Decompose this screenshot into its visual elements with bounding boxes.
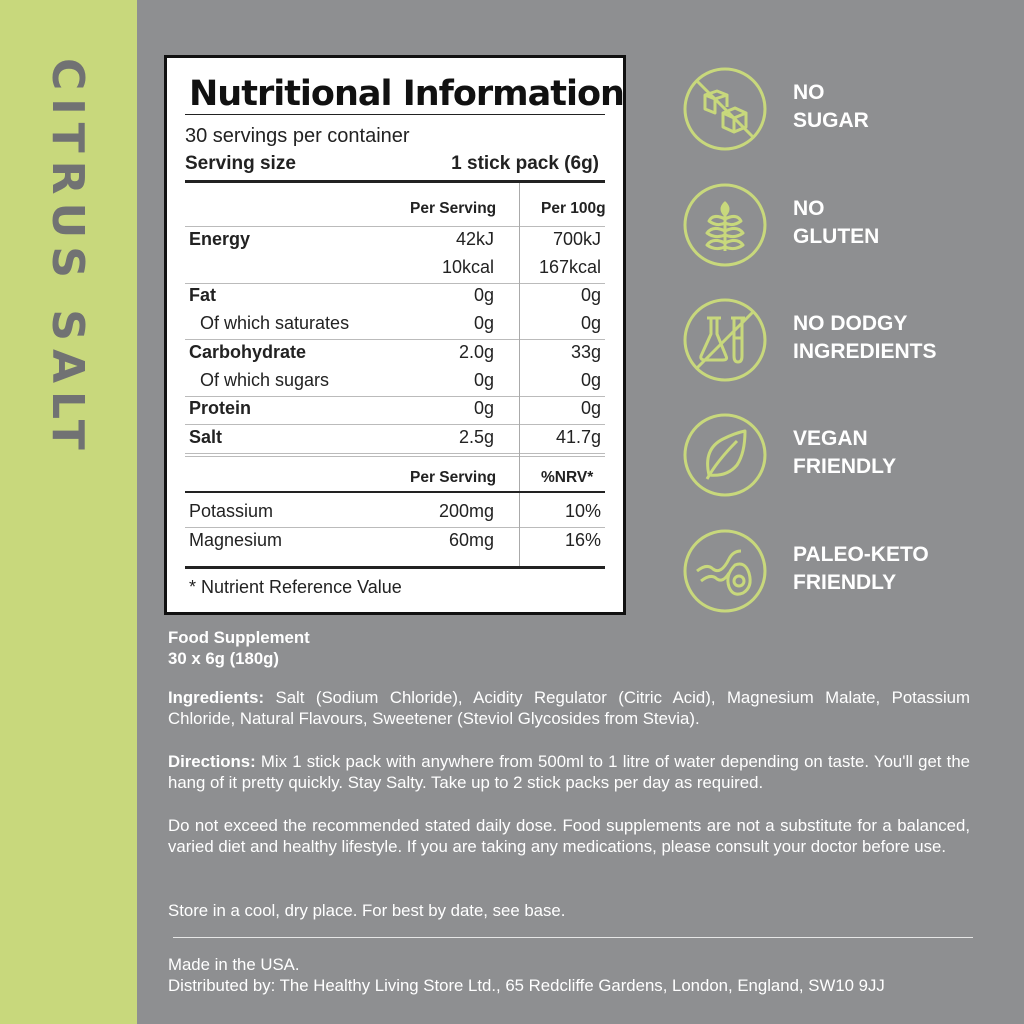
nutrition-panel xyxy=(164,55,626,615)
mineral-per-serving: 60mg xyxy=(448,530,494,550)
col-per-100g: Per 100g xyxy=(541,200,606,217)
sugar-cubes-crossed-icon xyxy=(683,67,767,151)
mineral-nrv: 16% xyxy=(564,530,601,550)
divider xyxy=(185,491,605,493)
nutrient-per-serving: 0g xyxy=(473,370,494,390)
divider xyxy=(173,937,973,938)
nutrient-per-serving: 0g xyxy=(473,398,494,418)
thick-divider xyxy=(185,566,605,569)
directions-block xyxy=(168,751,970,793)
col-per-serving: Per Serving xyxy=(410,200,497,217)
badge-no-dodgy-ingredients: NO DODGY INGREDIENTS xyxy=(793,312,937,363)
servings-per-container: 30 servings per container xyxy=(185,125,410,147)
column-divider xyxy=(519,183,520,226)
nutrient-per-serving: 2.0g xyxy=(458,342,494,362)
mineral-label: Potassium xyxy=(189,501,274,521)
storage-text: Store in a cool, dry place. For best by date, see base. xyxy=(168,901,566,920)
nutrient-per-serving: 0g xyxy=(473,313,494,333)
nutrient-per-serving: 42kJ xyxy=(455,229,494,249)
badge-paleo-keto-friendly: PALEO-KETO FRIENDLY xyxy=(793,543,929,594)
badge-no-sugar: NO SUGAR xyxy=(793,81,869,132)
badge-vegan-friendly: VEGAN FRIENDLY xyxy=(793,427,897,478)
nutrient-label: Energy xyxy=(189,229,251,249)
food-supplement: Food Supplement xyxy=(168,628,310,647)
nutrient-per-100g: 0g xyxy=(580,370,601,390)
nutrient-label: Of which sugars xyxy=(200,370,330,390)
product-name: CITRUS SALT xyxy=(42,58,93,458)
nutrient-per-100g: 33g xyxy=(570,342,601,362)
nutrient-label: Carbohydrate xyxy=(189,342,307,362)
side-band xyxy=(0,0,137,1024)
row-divider xyxy=(185,453,605,454)
mineral-per-serving: 200mg xyxy=(438,501,494,521)
mineral-nrv: 10% xyxy=(564,501,601,521)
column-divider xyxy=(519,226,520,456)
supplement-block xyxy=(168,627,970,669)
nutrient-per-100g: 0g xyxy=(580,285,601,305)
divider xyxy=(185,226,605,227)
wheat-icon xyxy=(683,183,767,267)
nutrient-per-100g: 167kcal xyxy=(538,257,601,277)
col2-nrv: %NRV* xyxy=(541,469,594,486)
row-divider xyxy=(185,456,605,457)
column-divider xyxy=(519,493,520,566)
badge-no-gluten: NO GLUTEN xyxy=(793,197,880,248)
bacon-avocado-icon xyxy=(683,529,767,613)
warning-text: Do not exceed the recommended stated daily dose. Food supplements are not a substitute for a balanced, varied diet and healthy lifestyle. If you are taking any medications, please consult your doctor before use. xyxy=(168,816,970,856)
leaf-icon xyxy=(683,413,767,497)
warning-block xyxy=(168,815,970,857)
nutrient-per-100g: 0g xyxy=(580,313,601,333)
directions-label: Directions: xyxy=(168,752,256,771)
storage-block xyxy=(168,900,970,921)
pack-size: 30 x 6g (180g) xyxy=(168,649,279,668)
nutrient-per-100g: 41.7g xyxy=(555,427,601,447)
origin-block xyxy=(168,954,970,996)
nutrient-per-serving: 2.5g xyxy=(458,427,494,447)
serving-size-label: Serving size xyxy=(185,153,296,174)
nutrient-label: Fat xyxy=(189,285,216,305)
nutrient-per-serving: 10kcal xyxy=(441,257,494,277)
nutrient-label: Salt xyxy=(189,427,223,447)
ingredients-label: Ingredients: xyxy=(168,688,265,707)
nutrient-label: Protein xyxy=(189,398,252,418)
thick-divider xyxy=(185,180,605,183)
row-divider xyxy=(185,283,605,284)
column-divider xyxy=(519,456,520,496)
made-in: Made in the USA. xyxy=(168,955,300,974)
row-divider xyxy=(185,527,605,528)
nutrition-title: Nutritional Information xyxy=(189,74,624,114)
nutrient-label: Of which saturates xyxy=(200,313,350,333)
row-divider xyxy=(185,396,605,397)
distributed-by: Distributed by: The Healthy Living Store Ltd., 65 Redcliffe Gardens, London, England, SW10 9JJ xyxy=(168,976,885,995)
row-divider xyxy=(185,424,605,425)
row-divider xyxy=(185,339,605,340)
ingredients-text: Salt (Sodium Chloride), Acidity Regulator (Citric Acid), Magnesium Malate, Potassium Chloride, Natural Flavours, Sweetener (Steviol Glycosides from Stevia). xyxy=(168,688,970,728)
nutrient-per-100g: 0g xyxy=(580,398,601,418)
col2-per-serving: Per Serving xyxy=(410,469,497,486)
ingredients-block xyxy=(168,687,970,729)
directions-text: Mix 1 stick pack with anywhere from 500ml to 1 litre of water depending on taste. You'll get the hang of it pretty quickly. Stay Salty. Take up to 2 stick packs per day as required. xyxy=(168,752,970,792)
divider xyxy=(185,114,605,115)
nutrient-per-serving: 0g xyxy=(473,285,494,305)
footnote: * Nutrient Reference Value xyxy=(189,577,402,597)
serving-size-value: 1 stick pack (6g) xyxy=(451,153,599,174)
lab-flask-crossed-icon xyxy=(683,298,767,382)
nutrient-per-100g: 700kJ xyxy=(552,229,601,249)
mineral-label: Magnesium xyxy=(189,530,283,550)
